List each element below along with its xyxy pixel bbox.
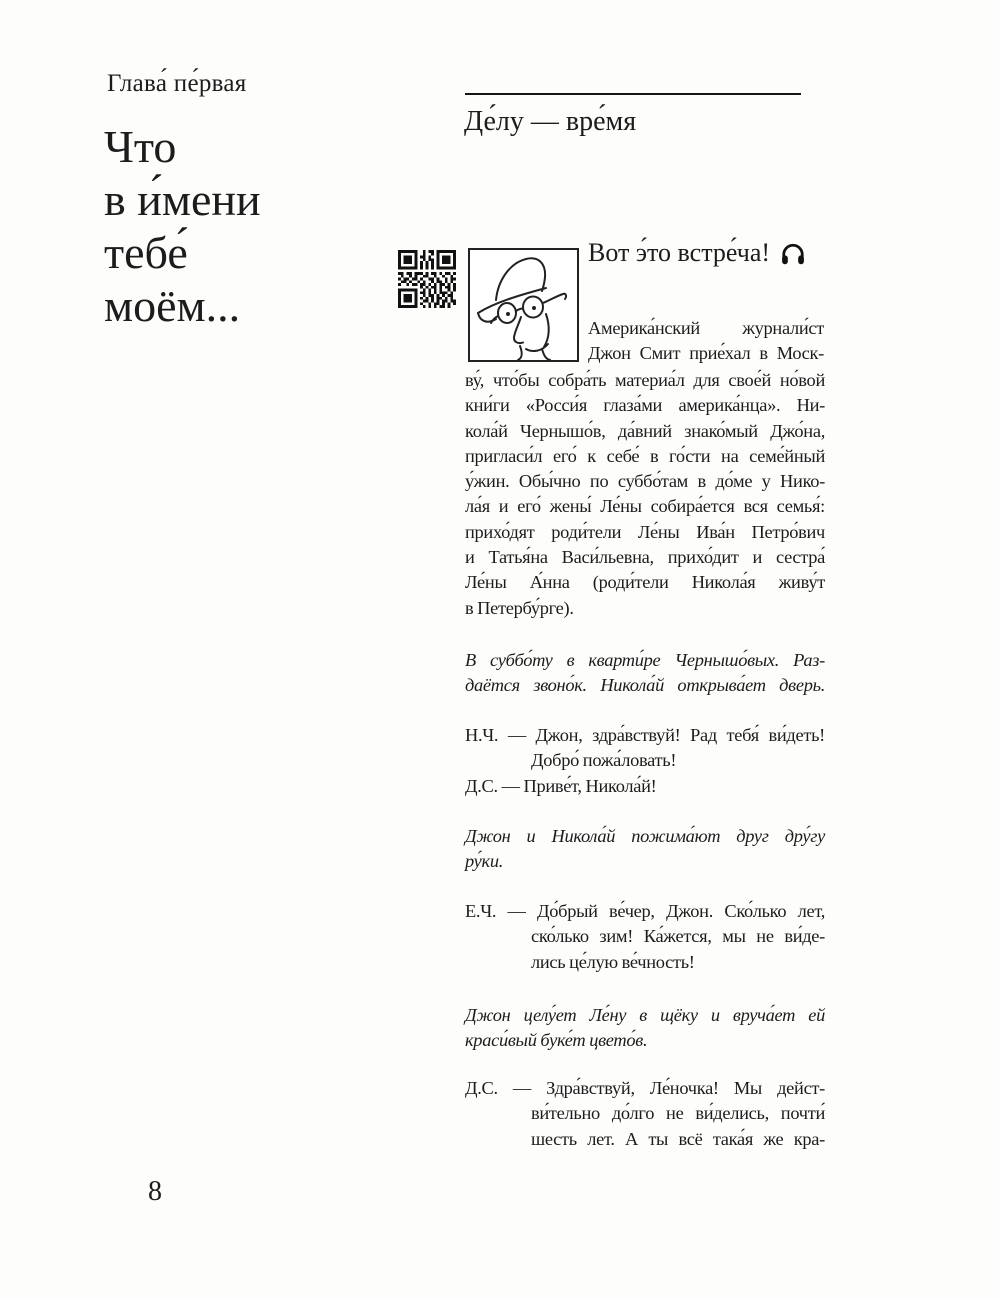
headphones-icon [781,243,805,266]
text-line: ви́тельно до́лго не ви́делись, почти́ [531,1103,825,1124]
dialogue-entry [465,723,825,774]
speaker-label: Д.С. [465,1078,498,1098]
text-line: Е.Ч. — До́брый ве́чер, Джон. Ско́лько лет, [465,901,825,921]
section-rule [465,93,801,95]
lesson-rubric: Де́лу — вре́мя [464,106,637,137]
chapter-title [104,120,261,332]
text-line: В суббо́ту в кварти́ре Чернышо́вых. Раз- [465,650,825,670]
text-line: ру́ки. [465,851,504,872]
qr-code-graphic [398,250,456,308]
text-line: пригласи́л его́ к себе́ в го́сти на семе́йный [465,445,825,466]
audio-section-heading [588,238,805,268]
speaker-label: Д.С. [465,775,498,796]
dialogue-group [465,723,825,799]
text-line: Джон Смит прие́хал в Моск- [588,343,824,364]
text-line: ла́я и его́ жены́ Ле́ны собира́ется вся семья́: [465,496,825,517]
text-line: и Татья́на Васи́льевна, прихо́дит и сестра́ [465,547,825,568]
text-line: у́жин. Обы́чно по суббо́там в до́ме у Нико- [465,471,825,492]
text-line: Что [104,121,177,172]
text-line: Джон и Никола́й пожима́ют друг дру́гу [465,826,825,846]
text-line: Д.С. — Приве́т, Никола́й! [465,775,657,796]
man-with-cap-and-glasses-drawing [470,250,577,360]
stage-direction [465,648,825,699]
text-line: ско́лько зим! Ка́жется, мы не ви́де- [531,926,825,947]
text-line: кола́й Чернышо́в, да́вний знако́мый Джо́на, [465,420,825,441]
text-line: лись це́лую ве́чность! [531,951,695,972]
text-line: ву́, что́бы собра́ть материа́л для свое́й но́вой [465,370,825,390]
text-line: Д.С. — Здра́вствуй, Ле́ночка! Мы дейст- [465,1078,825,1098]
dialogue-group [465,1076,825,1152]
dialogue-group [465,899,825,975]
page-number: 8 [148,1176,162,1207]
stage-direction [465,1003,825,1054]
text-line: в Петербу́рге). [465,597,574,618]
stage-direction [465,824,825,875]
text-line: Джон целу́ет Ле́ну в щёку и вруча́ет ей [465,1005,825,1025]
intro-paragraph [465,368,825,621]
text-line: прихо́дят роди́тели Ле́ны Ива́н Петро́вич [465,521,825,542]
text-line: шесть лет. А ты всё така́я же кра- [531,1128,825,1149]
text-line: тебе́ [104,227,188,278]
dialogue-entry [465,774,825,799]
text-line: моём... [104,280,241,331]
text-line: Н.Ч. — Джон, здра́вствуй! Рад тебя́ ви́деть! [465,725,825,745]
portrait-illustration [468,248,579,362]
text-line: Америка́нский журнали́ст [588,318,824,338]
dialogue-entry [465,1076,825,1152]
dialogue-entry [465,899,825,975]
qr-code [398,250,456,308]
text-line: краси́вый буке́т цвето́в. [465,1030,648,1051]
text-line: кни́ги «Росси́я глаза́ми америка́нца». Ни- [465,395,825,416]
text-line: в и́мени [104,174,261,225]
speaker-label: Н.Ч. [465,725,499,745]
speaker-label: Е.Ч. [465,901,497,921]
text-line: даётся звоно́к. Никола́й открыва́ет дверь. [465,675,825,696]
intro-paragraph-beside-image [588,316,824,367]
section-heading-text: Вот э́то встре́ча! [588,238,771,267]
text-line: Ле́ны А́нна (роди́тели Никола́я живу́т [465,572,825,593]
text-line: Добро́ пожа́ловать! [531,750,677,771]
chapter-label: Глава́ пе́рвая [107,70,247,97]
